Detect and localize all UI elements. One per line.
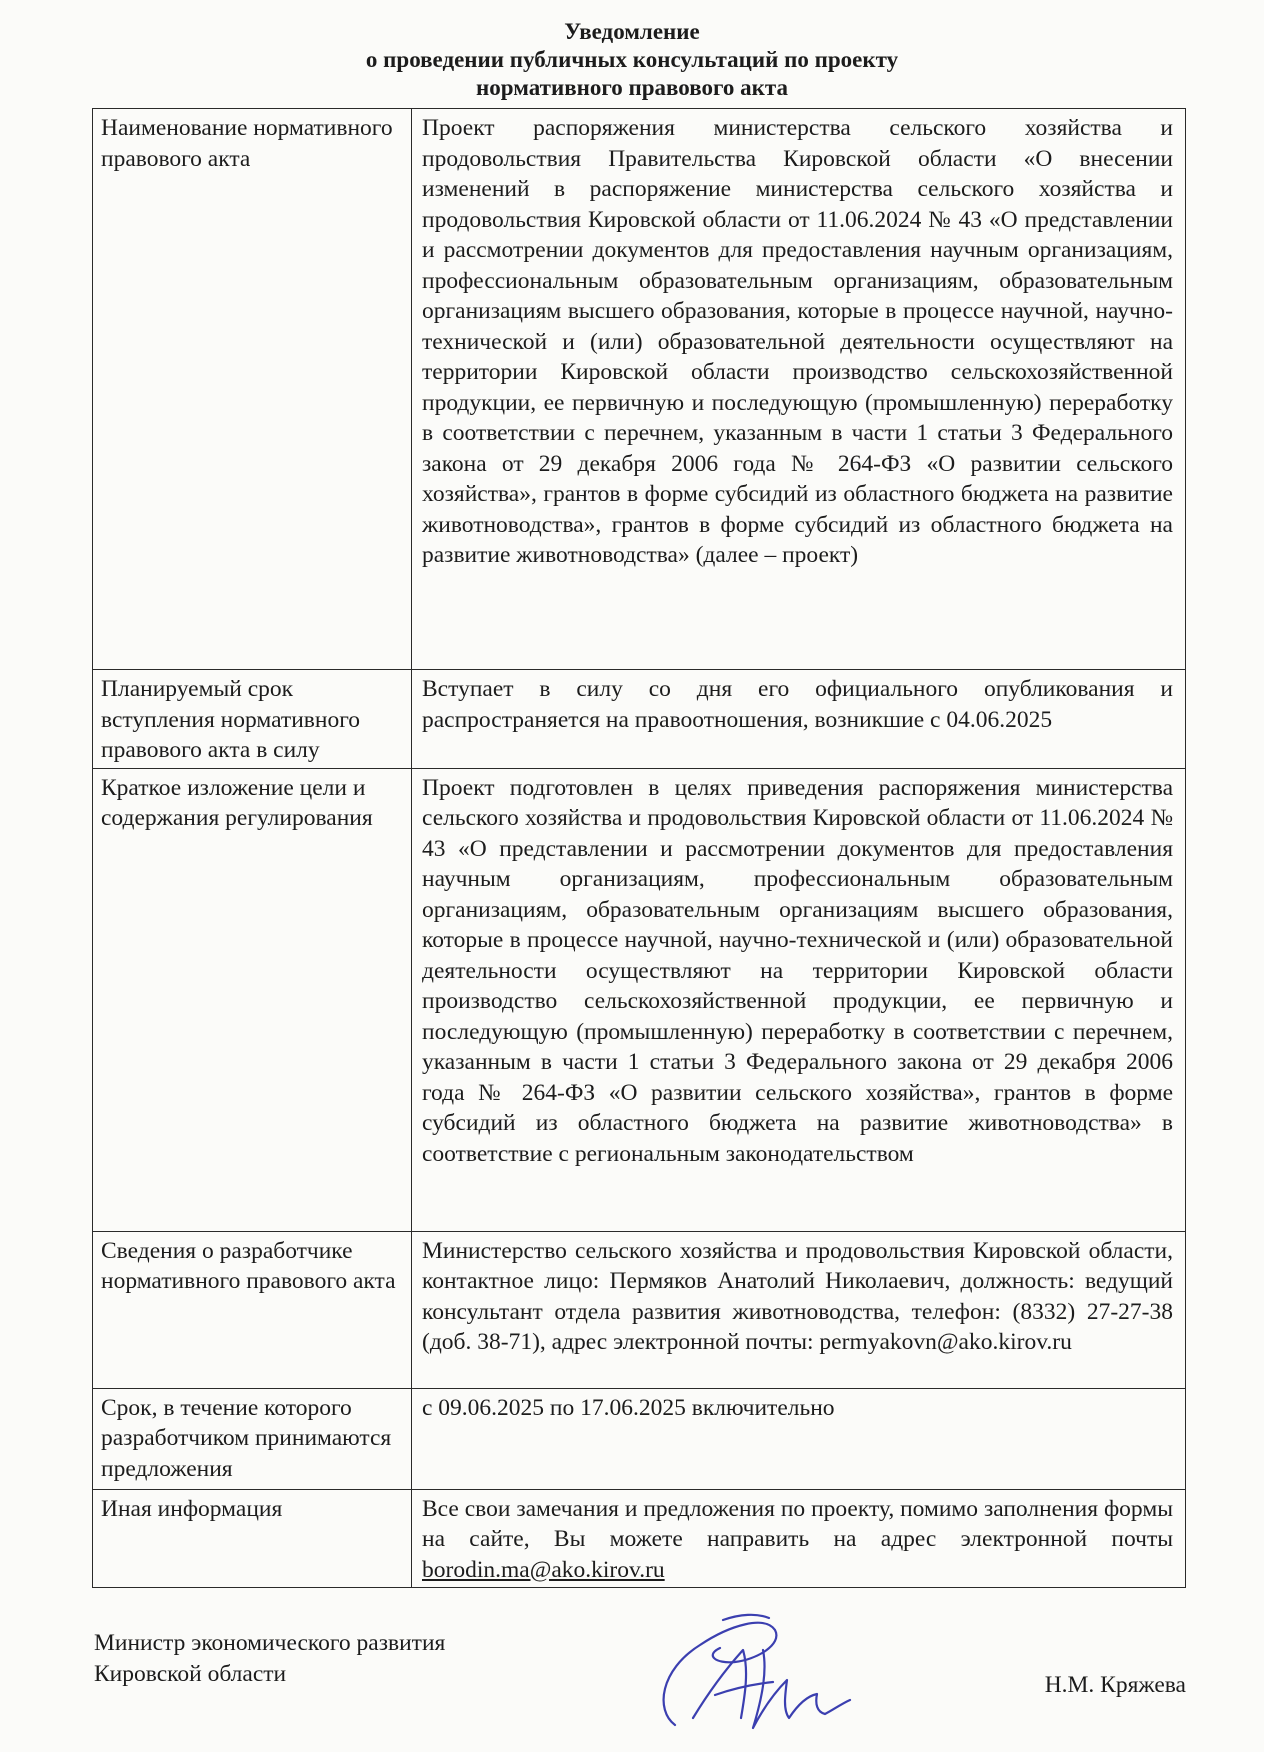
row-value: Министерство сельского хозяйства и продовольствия Кировской области, контактное лицо: Пермяков Анатолий Николаевич, должность: ведущий консультант отдела развития животноводства, телефон: (8332) 27-27-38 (доб. 38-71), адрес электронной почты: permyakovn@ako.kirov.ru: [412, 1231, 1186, 1388]
handwritten-signature: [645, 1600, 865, 1740]
email-link[interactable]: borodin.ma@ako.kirov.ru: [422, 1556, 665, 1583]
signer-title-line-2: Кировской области: [94, 1661, 287, 1687]
row-label: Краткое изложение цели и содержания регулирования: [93, 768, 412, 1231]
table-row-proposal-period: [93, 1388, 1186, 1489]
row-value: Проект распоряжения министерства сельского хозяйства и продовольствия Правительства Кировской области «О внесении изменений в распоряжение министерства сельского хозяйства и продовольствия Кировской области от 11.06.2024 № 43 «О представлении и рассмотрении документов для предоставления научным организациям, профессиональным образовательным организациям, образовательным организациям высшего образования, которые в процессе научной, научно-технической и (или) образовательной деятельности осуществляют на территории Кировской области производство сельскохозяйственной продукции, ее первичную и последующую (промышленную) переработку в соответствии с перечнем, указанным в части 1 статьи 3 Федерального закона от 29 декабря 2006 года № 264-ФЗ «О развитии сельского хозяйства», грантов в форме субсидий из областного бюджета на развитие животноводства», грантов в форме субсидий из областного бюджета на развитие животноводства» (далее – проект): [412, 109, 1186, 670]
row-label: Срок, в течение которого разработчиком принимаются предложения: [93, 1388, 412, 1489]
signature-block: [0, 1600, 1264, 1750]
signer-title-line-1: Министр экономического развития: [94, 1630, 446, 1656]
document-title: [0, 18, 1264, 102]
table-row-purpose: [93, 768, 1186, 1231]
title-line-1: Уведомление: [564, 19, 700, 44]
row-value: с 09.06.2025 по 17.06.2025 включительно: [412, 1388, 1186, 1489]
signer-name: Н.М. Кряжева: [1044, 1672, 1186, 1698]
table-row-effective-date: [93, 670, 1186, 769]
row-value: Проект подготовлен в целях приведения распоряжения министерства сельского хозяйства и продовольствия Кировской области от 11.06.2024 № 43 «О представлении и рассмотрении документов для предоставления научным организациям, профессиональным образовательным организациям, образовательным организациям высшего образования, которые в процессе научной, научно-технической и (или) образовательной деятельности осуществляют на территории Кировской области производство сельскохозяйственной продукции, ее первичную и последующую (промышленную) переработку в соответствии с перечнем, указанным в части 1 статьи 3 Федерального закона от 29 декабря 2006 года № 264-ФЗ «О развитии сельского хозяйства», грантов в форме субсидий из областного бюджета на развитие животноводства» в соответствие с региональным законодательством: [412, 768, 1186, 1231]
row-value: [412, 1489, 1186, 1588]
row-label: Планируемый срок вступления нормативного правового акта в силу: [93, 670, 412, 769]
title-line-3: нормативного правового акта: [476, 75, 788, 100]
table-row-other-info: [93, 1489, 1186, 1588]
notice-table: [92, 108, 1186, 1588]
signer-title: [94, 1628, 445, 1690]
title-line-2: о проведении публичных консультаций по проекту: [365, 47, 899, 72]
table-row-act-name: [93, 109, 1186, 670]
row-label: Иная информация: [93, 1489, 412, 1588]
table-row-developer: [93, 1231, 1186, 1388]
row-label: Наименование нормативного правового акта: [93, 109, 412, 670]
other-info-text: Все свои замечания и предложения по проекту, помимо заполнения формы на сайте, Вы можете направить на адрес электронной почты: [422, 1495, 1173, 1552]
row-label: Сведения о разработчике нормативного правового акта: [93, 1231, 412, 1388]
row-value: Вступает в силу со дня его официального опубликования и распространяется на правоотношения, возникшие с 04.06.2025: [412, 670, 1186, 769]
